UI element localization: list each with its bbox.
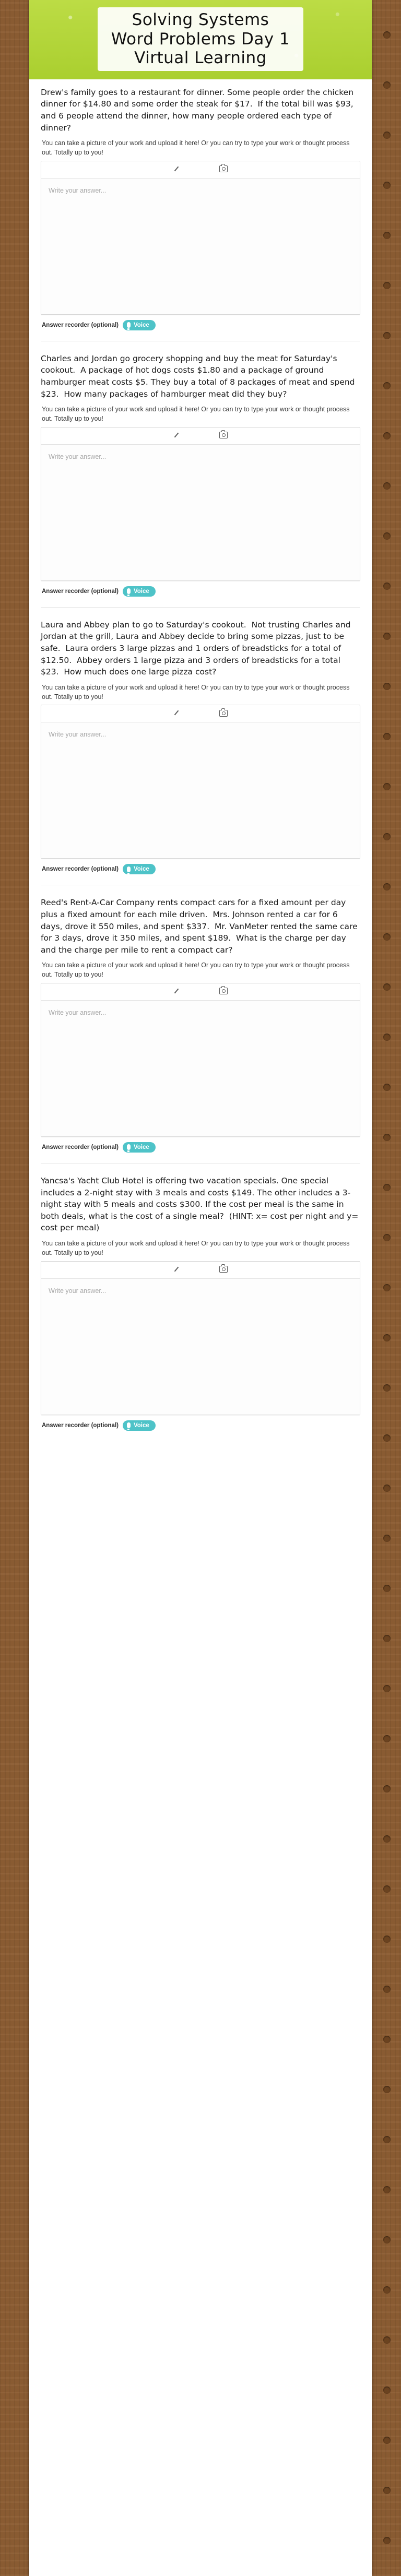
problem-4 [29,889,372,1157]
problem-5-recorder-row [41,1415,360,1432]
problem-4-text: Reed's Rent-A-Car Company rents compact cars for a fixed amount per day plus a fixed amount for each mile driven. Mrs. Johnson rented a car for 6 days, drove it 550 miles, and spent $337. Mr. VanMeter rented the same care for 3 days, drove it 350 miles, and spent $189. What is the charge per day and the charge per mile to rent a compact car? [41,898,360,955]
problem-3-toolbar [41,705,360,722]
problem-2-instruction: You can take a picture of your work and upload it here! Or you can try to type your work or thought process out. Totally up to you! [42,406,350,422]
problem-1-answer-placeholder: Write your answer... [49,186,107,194]
title-banner [29,0,372,79]
problem-1-recorder-row [41,315,360,331]
problem-5-instruction: You can take a picture of your work and upload it here! Or you can try to type your work or thought process out. Totally up to you! [42,1240,350,1256]
problem-3-answer-card [41,705,360,859]
problem-2-recorder-label: Answer recorder (optional) [42,588,119,595]
problem-4-instruction: You can take a picture of your work and upload it here! Or you can try to type your work or thought process out. Totally up to you! [42,961,350,979]
pencil-icon[interactable] [170,987,183,996]
microphone-icon [127,322,131,328]
problem-4-answer-card [41,983,360,1137]
problem-3-voice-button[interactable] [123,864,156,874]
problem-divider [41,1163,360,1164]
problem-3-voice-label: Voice [133,866,149,873]
problem-1-voice-label: Voice [133,322,149,328]
problem-3-instruction: You can take a picture of your work and upload it here! Or you can try to type your work or thought process out. Totally up to you! [42,683,350,701]
camera-icon[interactable] [216,164,231,174]
microphone-icon [127,866,131,872]
binder-holes [379,0,393,2576]
problem-2-answer-card [41,427,360,581]
problem-4-toolbar [41,983,360,1001]
problem-5-voice-button[interactable] [123,1420,156,1431]
problem-5-voice-label: Voice [133,1422,149,1429]
camera-icon[interactable] [216,709,231,719]
problem-1-recorder-label: Answer recorder (optional) [42,322,119,328]
problem-5-recorder-label: Answer recorder (optional) [42,1422,119,1429]
problem-1-voice-button[interactable] [123,320,156,330]
problem-2-recorder-row [41,581,360,598]
problem-5-toolbar [41,1262,360,1279]
problem-5-answer-card [41,1261,360,1415]
problem-2-answer-placeholder: Write your answer... [49,453,107,460]
problem-3-recorder-row [41,859,360,875]
problem-1-toolbar [41,161,360,179]
pencil-icon[interactable] [170,165,183,174]
problem-5-text: Yancsa's Yacht Club Hotel is offering two vacation specials. One special includes a 2-night stay with 3 meals and costs $149. The other includes a 3-night stay with 5 meals and costs $300. If the cost per meal is the same in both deals, what is the cost of a single meal? (HINT: x= cost per night and y= cost per meal) [41,1176,361,1233]
worksheet-sheet [29,0,372,2576]
microphone-icon [127,1422,131,1428]
pencil-icon[interactable] [170,431,183,441]
title-line-3: Virtual Learning [134,49,267,68]
problem-3-answer-placeholder: Write your answer... [49,731,107,739]
problem-4-recorder-row [41,1137,360,1154]
problem-4-recorder-label: Answer recorder (optional) [42,1144,119,1150]
problem-1-answer-input[interactable] [41,179,360,314]
problem-1-answer-card [41,161,360,315]
problem-1-instruction: You can take a picture of your work and upload it here! Or you can try to type your work or thought process out. Totally up to you! [42,139,350,156]
problem-4-voice-button[interactable] [123,1142,156,1153]
title-line-1: Solving Systems [132,10,269,29]
problem-1-text: Drew's family goes to a restaurant for dinner. Some people order the chicken dinner for $14.80 and some order the steak for $17. If the total bill was $93, and 6 people attend the dinner, how many people ordered each type of dinner? [41,87,356,133]
problem-3-recorder-label: Answer recorder (optional) [42,866,119,873]
problem-5-answer-input[interactable] [41,1279,360,1415]
problem-3-answer-input[interactable] [41,722,360,858]
problem-3 [29,612,372,879]
title-line-2: Word Problems Day 1 [111,29,290,49]
pencil-icon[interactable] [170,709,183,718]
camera-icon[interactable] [216,987,231,996]
microphone-icon [127,1144,131,1150]
title-block [98,7,304,71]
problem-4-voice-label: Voice [133,1144,149,1150]
problem-4-answer-placeholder: Write your answer... [49,1008,107,1016]
problem-1 [29,79,372,335]
problem-divider [41,607,360,608]
problem-2-toolbar [41,428,360,445]
camera-icon[interactable] [216,1265,231,1275]
pencil-icon[interactable] [170,1265,183,1275]
problem-2-voice-button[interactable] [123,586,156,597]
problem-2-answer-input[interactable] [41,445,360,580]
problem-3-text: Laura and Abbey plan to go to Saturday's cookout. Not trusting Charles and Jordan at the grill, Laura and Abbey decide to bring some pizzas, just to be safe. Laura orders 3 large pizzas and 1 orders of breadsticks for a total of $12.50. Abbey orders 1 large pizza and 3 orders of breadsticks for a total $23. How much does one large pizza cost? [41,620,353,677]
problem-4-answer-input[interactable] [41,1001,360,1136]
problem-2-text: Charles and Jordan go grocery shopping and buy the meat for Saturday's cookout. A package of hot dogs costs $1.80 and a package of ground hamburger meat costs $5. They buy a total of 8 packages of meat and spend $23. How many packages of hamburger meat did they buy? [41,353,358,399]
camera-icon[interactable] [216,431,231,441]
problem-2 [29,346,372,601]
problem-2-voice-label: Voice [133,588,149,595]
problem-5-answer-placeholder: Write your answer... [49,1287,107,1295]
microphone-icon [127,588,131,594]
problem-5 [29,1168,372,1435]
